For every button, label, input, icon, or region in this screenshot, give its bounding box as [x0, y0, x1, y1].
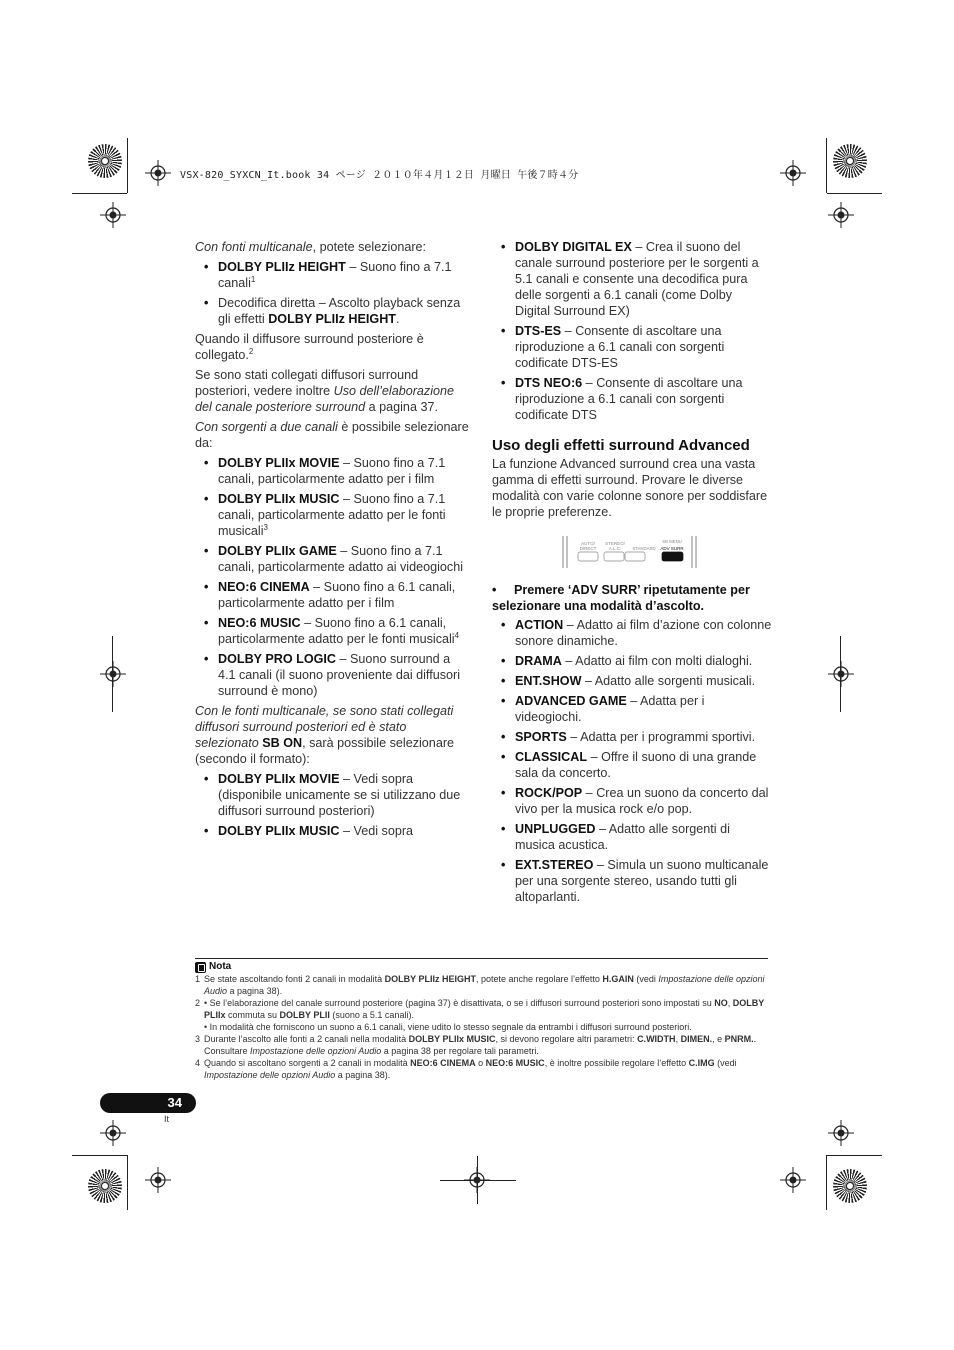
list-item: • NEO:6 CINEMA – Suono fino a 6.1 canali, particolarmente adatto per i film	[195, 579, 470, 611]
bullet-list	[492, 239, 770, 423]
registration-mark-icon	[780, 1167, 806, 1193]
list-item: • DOLBY PLIIx MOVIE – Vedi sopra (disponibile unicamente se si utilizzano due diffusori surround posteriori)	[195, 771, 470, 819]
stereo-alc-label: A.L.C.	[608, 546, 622, 551]
paragraph: Con le fonti multicanale, se sono stati collegati diffusori surround posteriori ed è stato selezionato SB ON, sarà possibile selezionare (secondo il formato):	[195, 704, 455, 766]
registration-mark-icon	[100, 1120, 126, 1146]
list-item: • ROCK/POP – Crea un suono da concerto dal vivo per la musica rock e/o pop.	[492, 785, 772, 817]
footnotes	[195, 958, 768, 1081]
receiver-front-panel-illustration	[561, 534, 698, 570]
sunburst-mark-top-left	[88, 144, 122, 178]
stereo-alc-button	[625, 552, 645, 561]
right-column	[492, 239, 770, 524]
nota-heading: Nota	[195, 961, 768, 973]
registration-mark-icon	[828, 202, 854, 228]
footnote: • In modalità che forniscono un suono a 6.1 canali, viene udito lo stesso segnale da entrambi i diffusori surround posteriori.	[204, 1022, 692, 1032]
list-item: • DTS-ES – Consente di ascoltare una riproduzione a 6.1 canali con sorgenti codificate DTS-ES	[492, 323, 770, 371]
stereo-alc-button	[604, 552, 624, 561]
list-item: • DOLBY PLIIx MOVIE – Suono fino a 7.1 canali, particolarmente adatto per i film	[195, 455, 470, 487]
bullet-list	[195, 771, 470, 839]
list-item: • DOLBY PLIIx GAME – Suono fino a 7.1 canali, particolarmente adatto ai videogiochi	[195, 543, 470, 575]
stereo-alc-label: STEREO/	[605, 541, 625, 546]
adv-surr-button	[662, 552, 683, 561]
list-item: • DTS NEO:6 – Consente di ascoltare una riproduzione a 6.1 canali con sorgenti codificate DTS	[492, 375, 770, 423]
list-item: • Decodifica diretta – Ascolto playback senza gli effetti DOLBY PLIIz HEIGHT.	[195, 295, 470, 327]
list-item: • DRAMA – Adatto ai film con molti dialoghi.	[492, 653, 772, 669]
sb-menu-label: SB MENU	[662, 539, 682, 544]
paragraph: Se sono stati collegati diffusori surround posteriori, vedere inoltre Uso dell’elaborazione del canale posteriore surround a pagina 37.	[195, 368, 455, 414]
paragraph: Con fonti multicanale, potete selezionare:	[195, 240, 427, 254]
footnote: 2 • Se l’elaborazione del canale surround posteriore (pagina 37) è disattivata, o se i diffusori surround posteriori sono impostati su NO, DOLBY PLIIx commuta su DOLBY PLII (suono a 5.1 canali).	[195, 998, 765, 1020]
auto-direct-label: AUTO/	[581, 541, 595, 546]
language-code: It	[164, 1114, 170, 1124]
adv-surr-label: ADV SURR	[660, 546, 684, 551]
footnote: 4 Quando si ascoltano sorgenti a 2 canali in modalità NEO:6 CINEMA o NEO:6 MUSIC, è inoltre possibile regolare l’effetto C.IMG (vedi Impostazione delle opzioni Audio a pagina 38).	[195, 1058, 737, 1080]
auto-direct-button	[578, 552, 598, 561]
registration-mark-icon	[100, 202, 126, 228]
paragraph: La funzione Advanced surround crea una vasta gamma di effetti surround. Provare le diverse modalità con varie colonne sonore per soddisfare le proprie preferenze.	[492, 457, 768, 519]
list-item: • ADVANCED GAME – Adatta per i videogiochi.	[492, 693, 772, 725]
standard-label: STANDARD	[632, 546, 656, 551]
list-item: • ACTION – Adatto ai film d’azione con colonne sonore dinamiche.	[492, 617, 772, 649]
left-column	[195, 239, 470, 843]
instruction-step: • Premere ‘ADV SURR’ ripetutamente per selezionare una modalità d’ascolto.	[492, 583, 750, 613]
bullet-list	[195, 455, 470, 699]
registration-mark-icon	[780, 160, 806, 186]
paragraph: Quando il diffusore surround posteriore è collegato.$^2$	[195, 332, 424, 362]
list-item: • DOLBY PLIIz HEIGHT – Suono fino a 7.1 canali$^1$	[195, 259, 470, 291]
list-item: • DOLBY DIGITAL EX – Crea il suono del canale surround posteriore per le sorgenti a 5.1 canali e consente una decodifica pura delle sorgenti a 6.1 canali (come Dolby Digital Surround EX)	[492, 239, 770, 319]
sunburst-mark-top-right	[833, 144, 867, 178]
registration-mark-icon	[145, 1167, 171, 1193]
list-item: • NEO:6 MUSIC – Suono fino a 6.1 canali, particolarmente adatto per le fonti musicali$^4$	[195, 615, 470, 647]
bullet-list	[195, 259, 470, 327]
page-number: 34	[100, 1093, 196, 1113]
list-item: • DOLBY PLIIx MUSIC – Suono fino a 7.1 canali, particolarmente adatto per le fonti musicali$^3$	[195, 491, 470, 539]
list-item: • DOLBY PLIIx MUSIC – Vedi sopra	[195, 823, 470, 839]
list-item: • DOLBY PRO LOGIC – Suono surround a 4.1 canali (il suono proveniente dai diffusori surround è mono)	[195, 651, 470, 699]
note-icon	[195, 962, 206, 973]
registration-mark-icon	[100, 661, 126, 687]
list-item: • ENT.SHOW – Adatto alle sorgenti musicali.	[492, 673, 772, 689]
registration-mark-icon	[828, 661, 854, 687]
sunburst-mark-bottom-left	[88, 1169, 122, 1203]
list-item: • UNPLUGGED – Adatto alle sorgenti di musica acustica.	[492, 821, 772, 853]
registration-mark-icon	[828, 1120, 854, 1146]
paragraph: Con sorgenti a due canali è possibile selezionare da:	[195, 420, 469, 450]
list-item: • EXT.STEREO – Simula un suono multicanale per una sorgente stereo, usando tutti gli altoparlanti.	[492, 857, 772, 905]
list-item: • SPORTS – Adatta per i programmi sportivi.	[492, 729, 772, 745]
right-column-lower	[492, 582, 772, 909]
auto-direct-label: DIRECT	[579, 546, 597, 551]
section-heading: Uso degli effetti surround Advanced	[492, 437, 750, 454]
sunburst-mark-bottom-right	[833, 1169, 867, 1203]
footnote: 3 Durante l’ascolto alle fonti a 2 canali nella modalità DOLBY PLIIx MUSIC, si devono regolare altri parametri: C.WIDTH, DIMEN., e PNRM.. Consultare Impostazione delle opzioni Audio a pagina 38 per regolare tali parametri.	[195, 1034, 757, 1056]
list-item: • CLASSICAL – Offre il suono di una grande sala da concerto.	[492, 749, 772, 781]
bullet-list	[492, 617, 772, 905]
registration-mark-icon	[145, 160, 171, 186]
print-header: VSX-820_SYXCN_It.book 34 ページ ２０１０年４月１２日 月曜日 午後７時４分	[180, 170, 579, 181]
footnote: 1 Se state ascoltando fonti 2 canali in modalità DOLBY PLIIz HEIGHT, potete anche regolare l’effetto H.GAIN (vedi Impostazione delle opzioni Audio a pagina 38).	[195, 974, 765, 996]
